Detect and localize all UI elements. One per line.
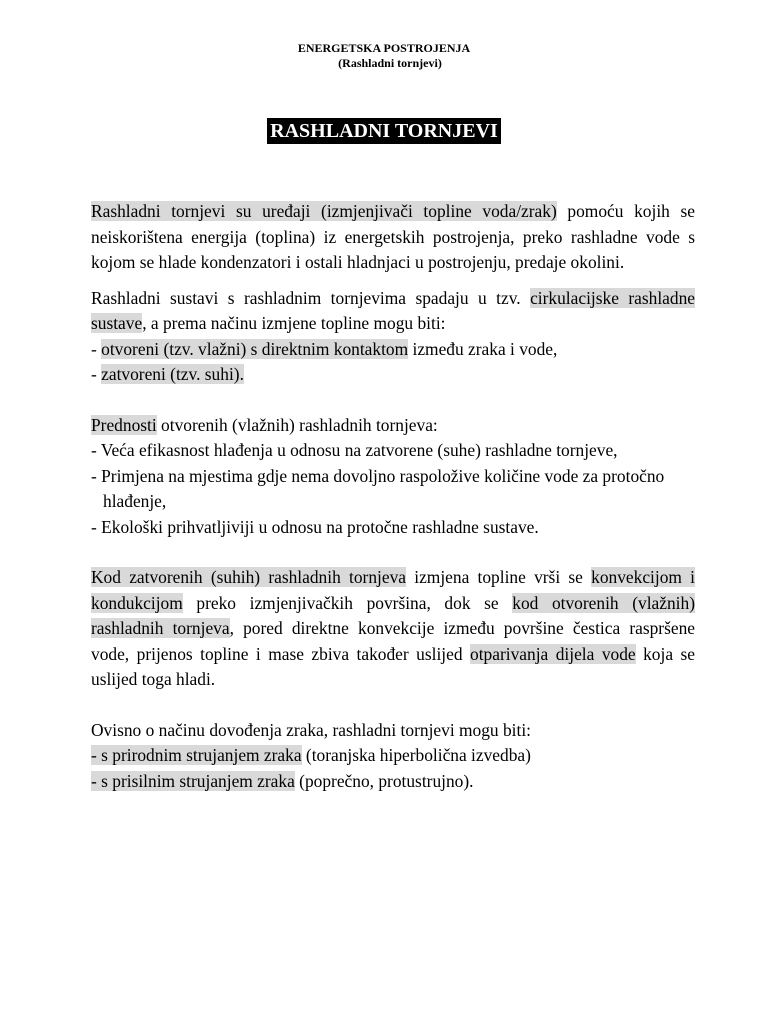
- list-item: - Primjena na mjestima gdje nema dovoljno raspoložive količine vode za protočno hlađenje,: [91, 465, 665, 511]
- list-dash: -: [91, 338, 102, 359]
- document-body: [91, 199, 695, 794]
- text-exchange-3: , pored direktne konvekcije između površine čestica raspršene vode, prijenos topline i mase zbiva također uslijed: [91, 618, 695, 664]
- highlight-open-towers: kod otvorenih (vlažnih) rashladnih tornjeva: [91, 592, 695, 638]
- document-header: [0, 41, 768, 71]
- header-title: ENERGETSKA POSTROJENJA: [297, 41, 471, 55]
- highlight-definition: Rashladni tornjevi su uređaji (izmjenjivači topline voda/zrak): [91, 201, 557, 221]
- list-item-natural: [91, 743, 695, 769]
- highlight-closed-towers: Kod zatvorenih (suhih) rashladnih tornjeva: [91, 567, 406, 587]
- text-systems-1: Rashladni sustavi s rashladnim tornjevima spadaju u tzv.: [91, 287, 531, 308]
- header-subtitle: (Rashladni tornjevi): [338, 56, 442, 70]
- text-exchange-2: preko izmjenjivačkih površina, dok se: [182, 592, 513, 613]
- text-systems-2: , a prema načinu izmjene topline mogu biti:: [142, 313, 446, 333]
- paragraph-heat-exchange: [91, 565, 695, 693]
- text-forced-rest: (poprečno, protustrujno).: [294, 770, 474, 791]
- highlight-circulation: cirkulacijske rashladne sustave: [91, 287, 696, 333]
- highlight-convection: konvekcijom i kondukcijom: [91, 567, 695, 613]
- highlight-natural: - s prirodnim strujanjem zraka: [91, 745, 302, 765]
- paragraph-air-supply: Ovisno o načinu dovođenja zraka, rashladni tornjevi mogu biti:: [91, 719, 531, 740]
- paragraph-intro: [91, 199, 695, 276]
- list-dash: -: [91, 364, 102, 384]
- text-exchange-1: izmjena topline vrši se: [406, 567, 592, 587]
- text-exchange-4: koja se uslijed toga hladi.: [91, 643, 695, 689]
- list-item: - Ekološki prihvatljiviji u odnosu na protočne rashladne sustave.: [91, 516, 539, 537]
- text-definition-rest: pomoću kojih se neiskorištena energija (toplina) iz energetskih postrojenja, preko rashladne vode s kojom se hlade kondenzatori i ostali hladnjaci u postrojenju, predaje okolini.: [91, 201, 695, 272]
- page-title-wrap: [0, 118, 768, 144]
- list-item-forced: [91, 769, 695, 795]
- text-natural-rest: (toranjska hiperbolična izvedba): [301, 745, 531, 765]
- paragraph-advantages: [91, 413, 695, 439]
- highlight-forced: - s prisilnim strujanjem zraka: [91, 770, 295, 791]
- highlight-open: otvoreni (tzv. vlažni) s direktnim kontaktom: [101, 338, 409, 359]
- page-title: RASHLADNI TORNJEVI: [267, 118, 501, 144]
- text-open-rest: između zraka i vode,: [408, 338, 558, 359]
- paragraph-systems: [91, 286, 695, 337]
- highlight-advantages: Prednosti: [91, 414, 157, 435]
- list-item-open: [91, 337, 695, 363]
- highlight-evaporation: otparivanja dijela vode: [470, 643, 636, 664]
- highlight-closed: zatvoreni (tzv. suhi).: [101, 364, 244, 384]
- list-item: - Veća efikasnost hlađenja u odnosu na zatvorene (suhe) rashladne tornjeve,: [91, 440, 618, 460]
- text-advantages-rest: otvorenih (vlažnih) rashladnih tornjeva:: [156, 414, 438, 435]
- list-item-closed: [91, 362, 695, 388]
